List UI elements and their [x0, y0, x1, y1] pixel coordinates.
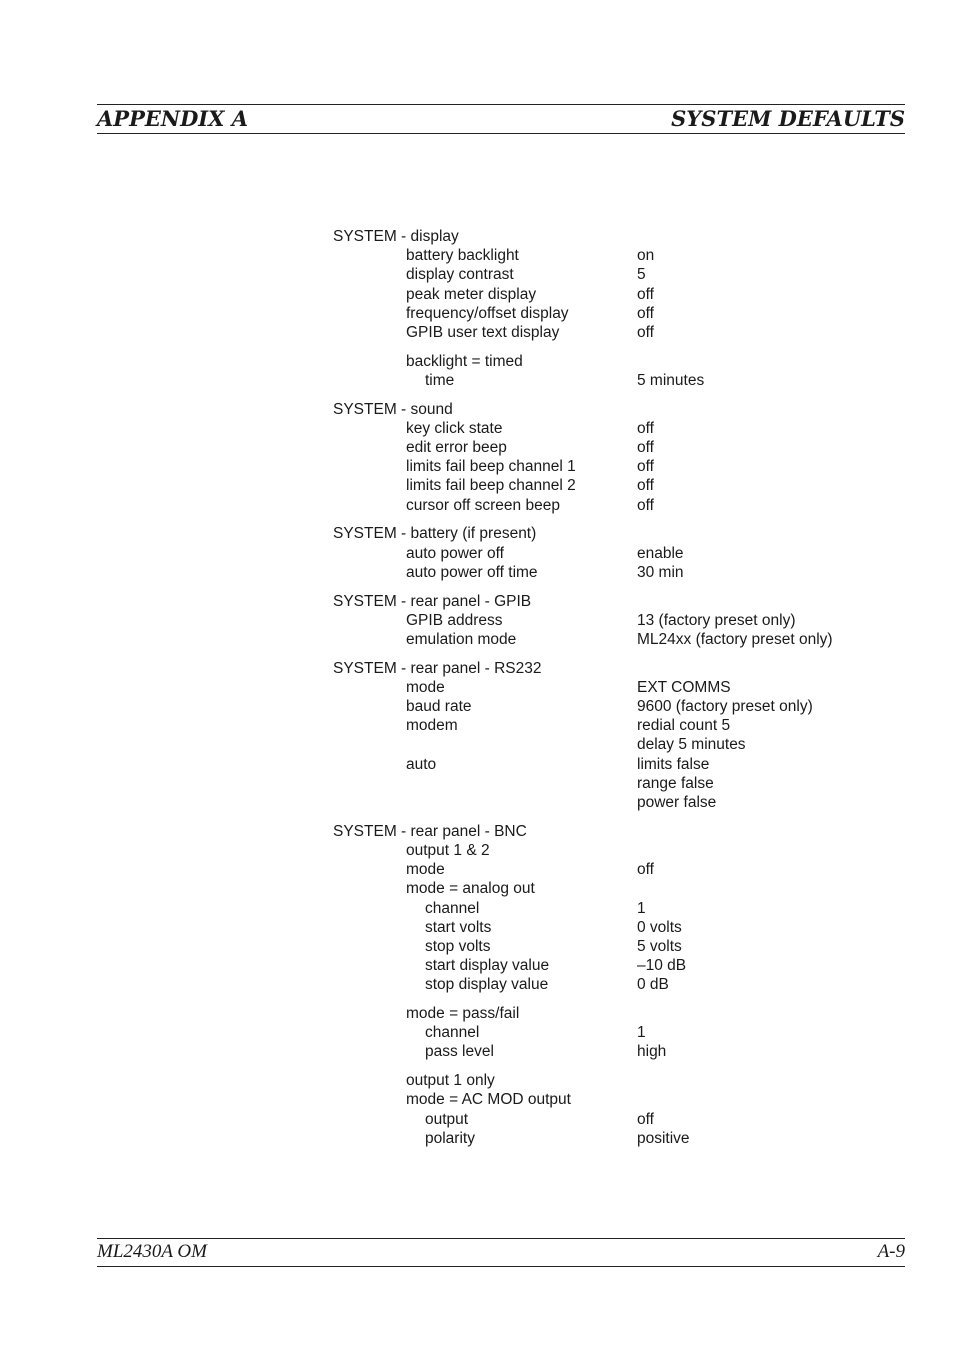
setting-row [333, 735, 913, 754]
setting-value: limits false [637, 755, 710, 773]
setting-value: 30 min [637, 563, 684, 581]
defaults-section [333, 822, 913, 1148]
defaults-section [333, 659, 913, 813]
setting-label: time [425, 371, 455, 389]
setting-row [333, 438, 913, 457]
setting-value: 0 volts [637, 918, 682, 936]
setting-label: baud rate [406, 698, 472, 716]
setting-row [333, 1090, 913, 1109]
setting-row [333, 1023, 913, 1042]
setting-label: cursor off screen beep [406, 496, 560, 514]
setting-row [333, 975, 913, 994]
setting-row [333, 246, 913, 265]
setting-value: off [637, 1110, 654, 1128]
setting-row [333, 918, 913, 937]
setting-row [333, 879, 913, 898]
setting-label: output [425, 1110, 469, 1128]
setting-label: stop volts [425, 937, 491, 955]
defaults-section [333, 400, 913, 515]
setting-label: auto power off time [406, 563, 538, 581]
setting-label: polarity [425, 1129, 475, 1147]
setting-value: off [637, 861, 654, 879]
setting-value: delay 5 minutes [637, 736, 746, 754]
setting-value: 5 volts [637, 937, 682, 955]
setting-row [333, 371, 913, 390]
footer-manual-name: ML2430A OM [97, 1241, 207, 1262]
section-title-text: SYSTEM - rear panel - GPIB [333, 592, 532, 610]
setting-value: power false [637, 794, 717, 812]
setting-row [333, 1004, 913, 1023]
setting-row [333, 1110, 913, 1129]
row-spacer [333, 1062, 913, 1072]
setting-label: display contrast [406, 266, 514, 284]
setting-label: mode = AC MOD output [406, 1091, 571, 1109]
setting-value: 1 [637, 899, 646, 917]
defaults-section [333, 227, 913, 390]
section-title [333, 227, 913, 246]
setting-value: 9600 (factory preset only) [637, 698, 813, 716]
setting-value: 5 minutes [637, 371, 705, 389]
setting-row [333, 899, 913, 918]
setting-row [333, 265, 913, 284]
setting-value: redial count 5 [637, 717, 731, 735]
setting-label: GPIB address [406, 611, 503, 629]
header-section-title: SYSTEM DEFAULTS [671, 106, 905, 131]
setting-label: peak meter display [406, 285, 537, 303]
setting-row [333, 678, 913, 697]
setting-value: enable [637, 544, 684, 562]
setting-row [333, 563, 913, 582]
setting-label: output 1 only [406, 1072, 495, 1090]
setting-value: range false [637, 774, 714, 792]
setting-label: emulation mode [406, 630, 517, 648]
setting-row [333, 544, 913, 563]
section-title [333, 524, 913, 543]
setting-value: positive [637, 1129, 690, 1147]
setting-value: off [637, 419, 654, 437]
setting-value: off [637, 285, 654, 303]
defaults-section [333, 524, 913, 582]
section-title-text: SYSTEM - battery (if present) [333, 525, 537, 543]
header-appendix-title: APPENDIX A [97, 106, 249, 131]
defaults-table [333, 227, 913, 1158]
setting-label: start volts [425, 918, 492, 936]
setting-value: –10 dB [637, 957, 687, 975]
setting-row [333, 716, 913, 735]
setting-value: off [637, 496, 654, 514]
page-footer [97, 1238, 905, 1267]
setting-label: channel [425, 899, 480, 917]
setting-value: high [637, 1043, 667, 1061]
row-spacer [333, 995, 913, 1005]
setting-label: stop display value [425, 976, 549, 994]
setting-label: mode [406, 861, 445, 879]
setting-label: auto power off [406, 544, 504, 562]
setting-row [333, 793, 913, 812]
setting-row [333, 1071, 913, 1090]
setting-label: frequency/offset display [406, 304, 569, 322]
setting-label: limits fail beep channel 2 [406, 477, 576, 495]
setting-label: battery backlight [406, 247, 519, 265]
setting-row [333, 1042, 913, 1061]
setting-label: limits fail beep channel 1 [406, 458, 576, 476]
setting-value: EXT COMMS [637, 678, 731, 696]
setting-label: start display value [425, 957, 550, 975]
defaults-section [333, 592, 913, 650]
setting-label: key click state [406, 419, 503, 437]
setting-row [333, 611, 913, 630]
section-title [333, 592, 913, 611]
setting-row [333, 352, 913, 371]
setting-row [333, 304, 913, 323]
setting-value: off [637, 323, 654, 341]
section-title-text: SYSTEM - sound [333, 400, 453, 418]
setting-row [333, 457, 913, 476]
setting-row [333, 323, 913, 342]
section-title [333, 400, 913, 419]
setting-row [333, 697, 913, 716]
setting-row [333, 937, 913, 956]
setting-row [333, 285, 913, 304]
setting-row [333, 860, 913, 879]
setting-row [333, 1129, 913, 1148]
section-title-text: SYSTEM - rear panel - RS232 [333, 659, 542, 677]
setting-row [333, 841, 913, 860]
setting-row [333, 630, 913, 649]
setting-label: modem [406, 717, 458, 735]
setting-value: off [637, 477, 654, 495]
setting-row [333, 956, 913, 975]
setting-label: output 1 & 2 [406, 842, 490, 859]
setting-row [333, 476, 913, 495]
setting-label: mode = pass/fail [406, 1005, 520, 1023]
setting-label: mode = analog out [406, 880, 535, 898]
section-title [333, 659, 913, 678]
setting-row [333, 496, 913, 515]
setting-label: pass level [425, 1043, 494, 1061]
setting-label: GPIB user text display [406, 323, 560, 341]
setting-value: 0 dB [637, 976, 669, 994]
footer-page-number: A-9 [877, 1241, 905, 1262]
row-spacer [333, 342, 913, 352]
setting-value: ML24xx (factory preset only) [637, 630, 833, 648]
page-header [97, 104, 905, 134]
section-title [333, 822, 913, 841]
setting-value: off [637, 439, 654, 457]
setting-row [333, 755, 913, 774]
setting-row [333, 774, 913, 793]
setting-value: 13 (factory preset only) [637, 611, 796, 629]
setting-row [333, 419, 913, 438]
setting-label: channel [425, 1024, 480, 1042]
setting-value: 1 [637, 1024, 646, 1042]
setting-label: auto [406, 755, 437, 773]
setting-value: 5 [637, 266, 646, 284]
setting-label: backlight = timed [406, 352, 523, 370]
setting-value: off [637, 304, 654, 322]
setting-value: on [637, 247, 655, 265]
setting-label: edit error beep [406, 439, 507, 457]
setting-value: off [637, 458, 654, 476]
setting-label: mode [406, 678, 445, 696]
section-title-text: SYSTEM - rear panel - BNC [333, 822, 527, 840]
section-title-text: SYSTEM - display [333, 228, 459, 245]
